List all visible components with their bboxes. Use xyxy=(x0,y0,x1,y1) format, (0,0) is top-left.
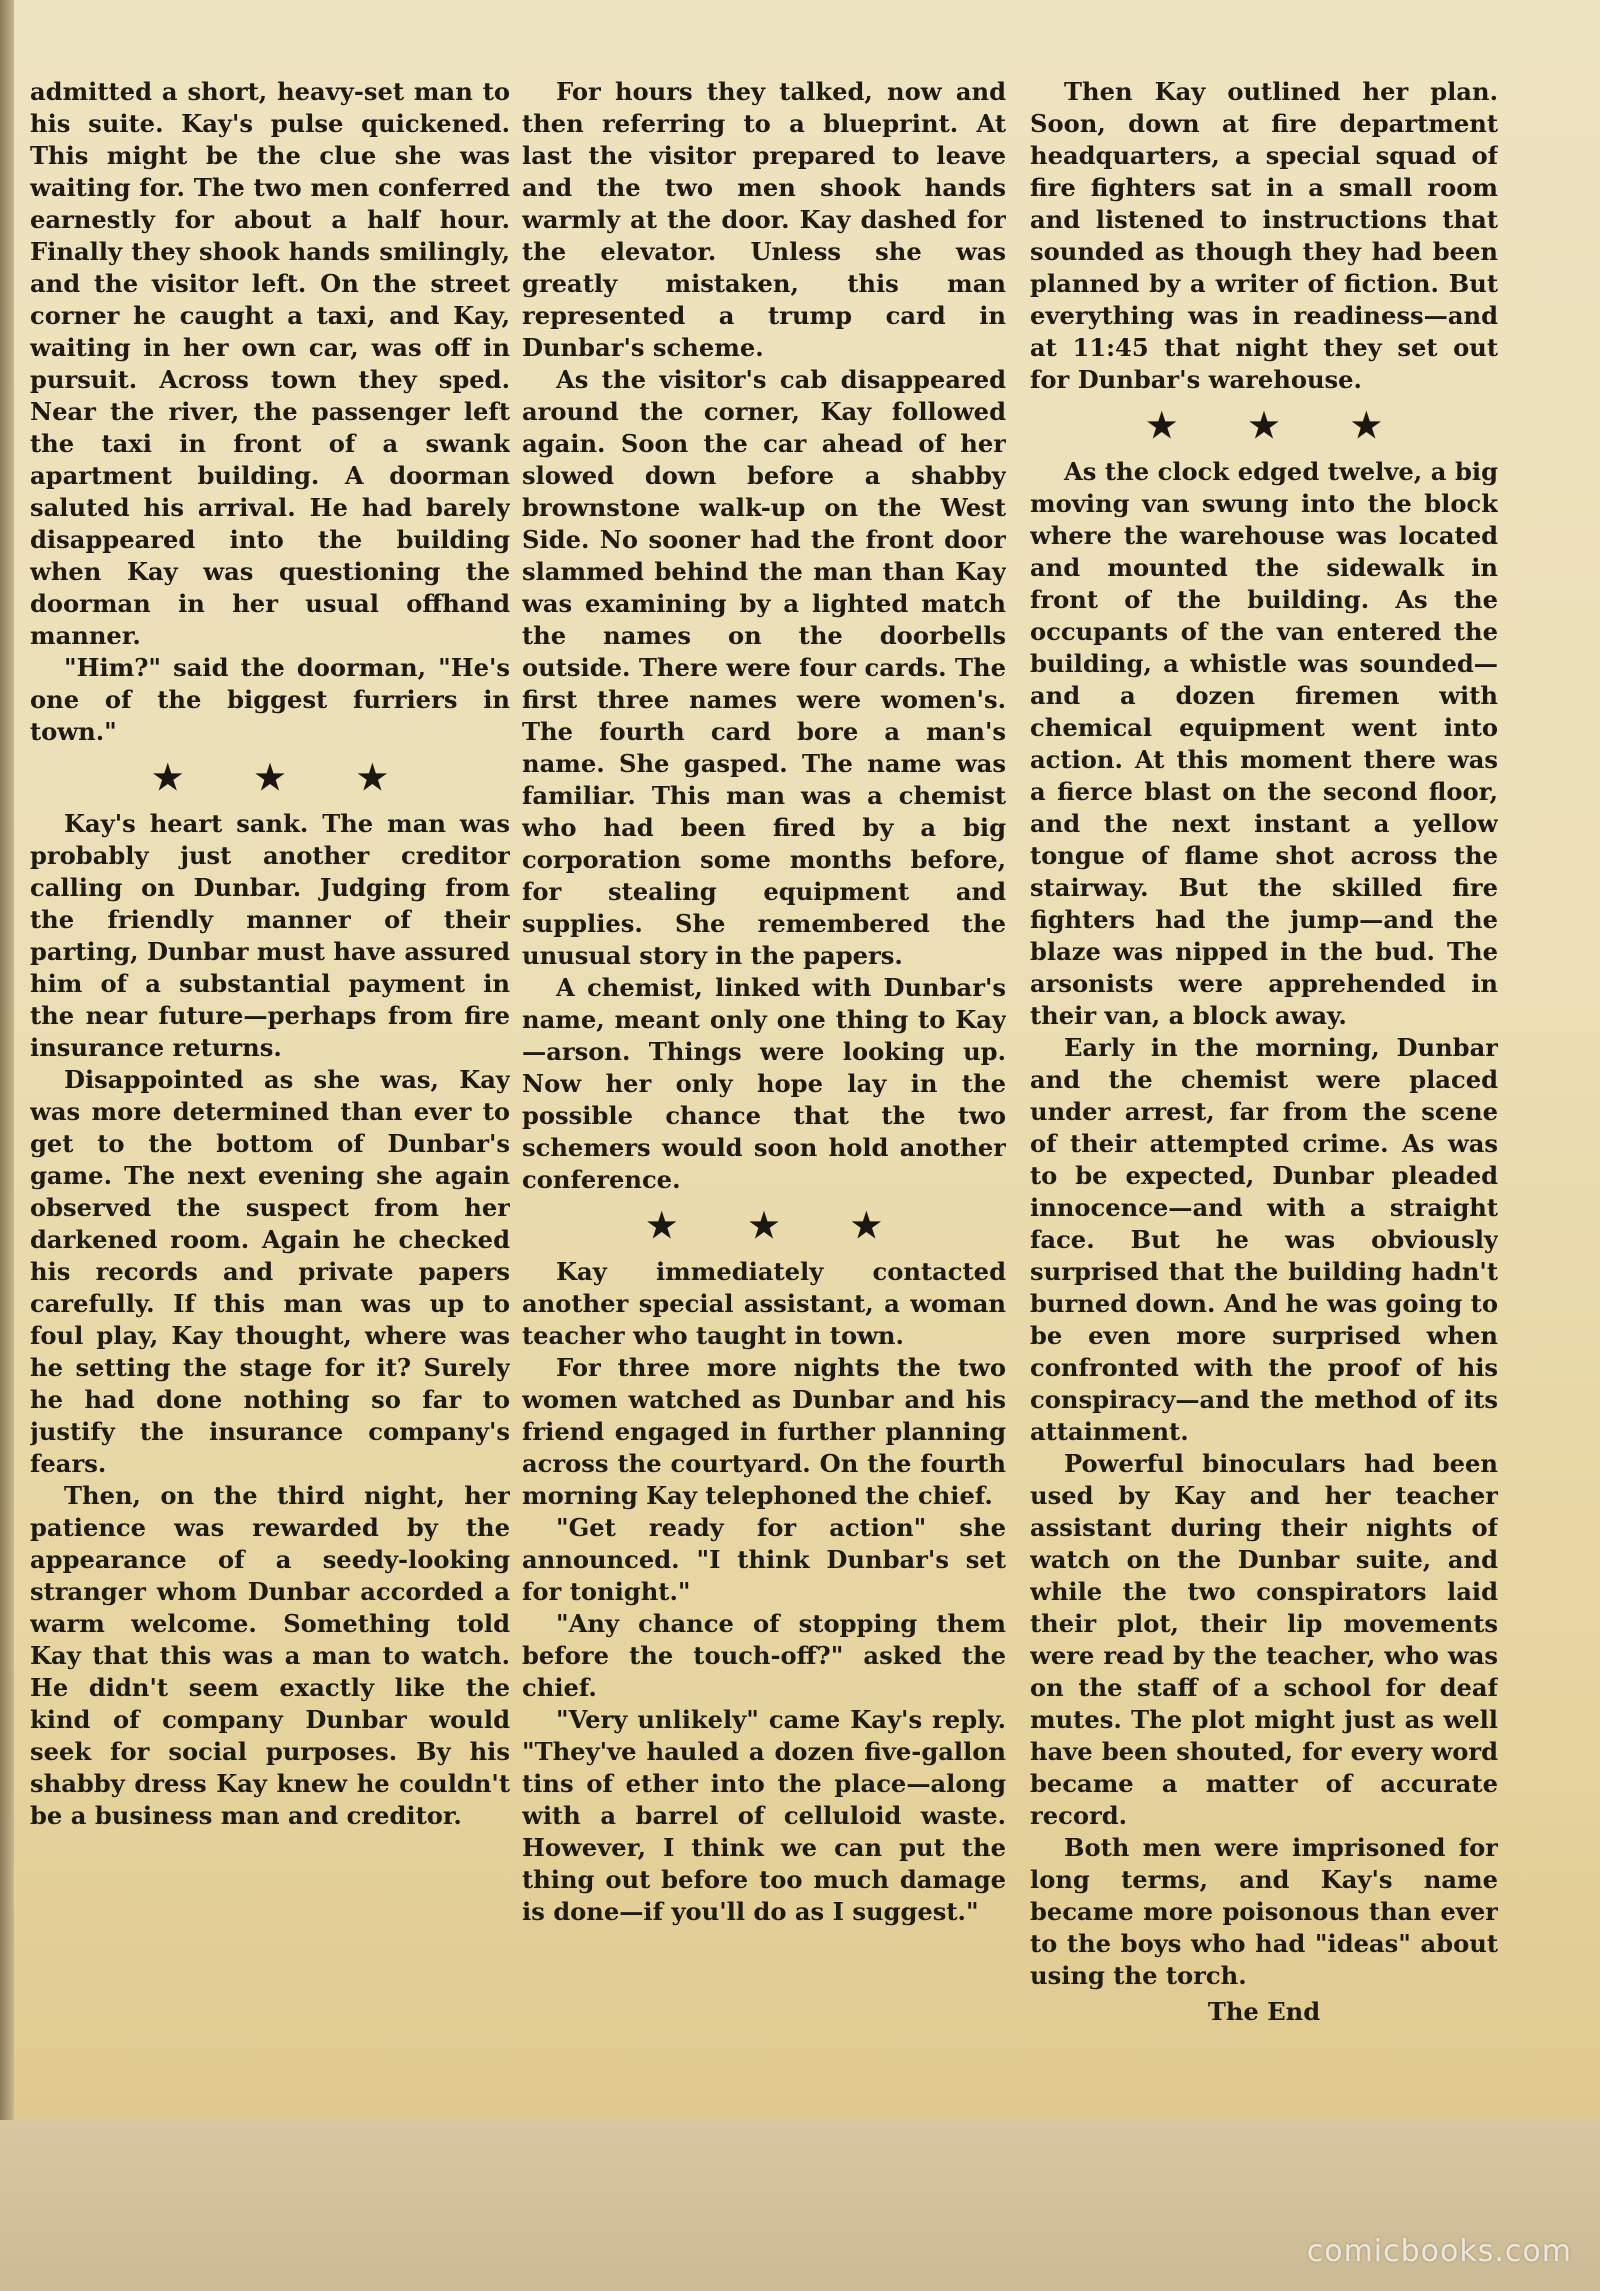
paragraph: Early in the morning, Dunbar and the chemist were placed under arrest, far from the scene of their attempted crime. As was to be expected, Dunbar pleaded innocence—and with a straight face. But he was obviously surprised that the building hadn't burned down. And he was going to be even more surprised when confronted with the proof of his conspiracy—and the method of its attainment. xyxy=(1030,1033,1498,1446)
paragraph: Then, on the third night, her patience was rewarded by the appearance of a seedy-looking stranger whom Dunbar accorded a warm welcome. Something told Kay that this was a man to watch. He didn't seem exactly like the kind of company Dunbar would seek for social purposes. By his shabby dress Kay knew he couldn't be a business man and creditor. xyxy=(30,1481,510,1830)
paragraph: Kay's heart sank. The man was probably just another creditor calling on Dunbar. Judging from the friendly manner of their parting, Dunbar must have assured him of a substantial payment in the near future—perhaps from fire insurance returns. xyxy=(30,809,510,1062)
paragraph: As the visitor's cab disappeared around the corner, Kay followed again. Soon the car ahead of her slowed down before a shabby brownstone walk-up on the West Side. No sooner had the front door slammed behind the man than Kay was examining by a lighted match the names on the doorbells outside. There were four cards. The first three names were women's. The fourth card bore a man's name. She gasped. The name was familiar. This man was a chemist who had been fired by a big corporation some months before, for stealing equipment and supplies. She remembered the unusual story in the papers. xyxy=(522,365,1006,970)
site-watermark: comicbooks.com xyxy=(1306,2234,1572,2269)
paragraph: "Him?" said the doorman, "He's one of the biggest furriers in town." xyxy=(30,653,510,746)
section-break-stars: ★ ★ ★ xyxy=(646,1206,912,1246)
paragraph: "Get ready for action" she announced. "I think Dunbar's set for tonight." xyxy=(522,1513,1006,1606)
paragraph: Both men were imprisoned for long terms, and Kay's name became more poisonous than ever to the boys who had "ideas" about using the torch. xyxy=(1030,1833,1498,1990)
paragraph: Powerful binoculars had been used by Kay and her teacher assistant during their nights of watch on the Dunbar suite, and while the two conspirators laid their plot, their lip movements were read by the teacher, who was on the staff of a school for deaf mutes. The plot might just as well have been shouted, for every word became a matter of accurate record. xyxy=(1030,1449,1498,1830)
page-binding-edge xyxy=(0,0,14,2291)
paragraph: Disappointed as she was, Kay was more determined than ever to get to the bottom of Dunbar's game. The next evening she again observed the suspect from her darkened room. Again he checked his records and private papers carefully. If this man was up to foul play, Kay thought, where was he setting the stage for it? Surely he had done nothing so far to justify the insurance company's fears. xyxy=(30,1065,510,1478)
paragraph: For hours they talked, now and then referring to a blueprint. At last the visitor prepared to leave and the two men shook hands warmly at the door. Kay dashed for the elevator. Unless she was greatly mistaken, this man represented a trump card in Dunbar's scheme. xyxy=(522,77,1006,362)
paragraph: Kay immediately contacted another special assistant, a woman teacher who taught in town. xyxy=(522,1257,1006,1350)
paragraph: A chemist, linked with Dunbar's name, meant only one thing to Kay—arson. Things were looking up. Now her only hope lay in the possible chance that the two schemers would soon hold another conference. xyxy=(522,973,1006,1194)
paragraph: For three more nights the two women watched as Dunbar and his friend engaged in further planning across the courtyard. On the fourth morning Kay telephoned the chief. xyxy=(522,1353,1006,1510)
section-break-stars: ★ ★ ★ xyxy=(152,758,418,798)
paragraph: As the clock edged twelve, a big moving van swung into the block where the warehouse was located and mounted the sidewalk in front of the building. As the occupants of the van entered the building, a whistle was sounded—and a dozen firemen with chemical equipment went into action. At this moment there was a fierce blast on the second floor, and the next instant a yellow tongue of flame shot across the stairway. But the skilled fire fighters had the jump—and the blaze was nipped in the bud. The arsonists were apprehended in their van, a block away. xyxy=(1030,457,1498,1030)
paragraph: admitted a short, heavy-set man to his suite. Kay's pulse quickened. This might be the clue she was waiting for. The two men conferred earnestly for about a half hour. Finally they shook hands smilingly, and the visitor left. On the street corner he caught a taxi, and Kay, waiting in her own car, was off in pursuit. Across town they sped. Near the river, the passenger left the taxi in front of a swank apartment building. A doorman saluted his arrival. He had barely disappeared into the building when Kay was questioning the doorman in her usual offhand manner. xyxy=(30,77,510,650)
text-column-1 xyxy=(30,76,510,2106)
paragraph: "Very unlikely" came Kay's reply. "They've hauled a dozen five-gallon tins of ether into the place—along with a barrel of celluloid waste. However, I think we can put the thing out before too much damage is done—if you'll do as I suggest." xyxy=(522,1705,1006,1926)
section-break-stars: ★ ★ ★ xyxy=(1146,406,1412,446)
text-column-2 xyxy=(522,76,1006,2106)
paragraph: Then Kay outlined her plan. Soon, down at fire department headquarters, a special squad of fire fighters sat in a small room and listened to instructions that sounded as though they had been planned by a writer of fiction. But everything was in readiness—and at 11:45 that night they set out for Dunbar's warehouse. xyxy=(1030,77,1498,394)
paragraph: "Any chance of stopping them before the touch-off?" asked the chief. xyxy=(522,1609,1006,1702)
story-end-label: The End xyxy=(1207,1997,1321,2026)
text-column-3 xyxy=(1030,76,1498,2106)
